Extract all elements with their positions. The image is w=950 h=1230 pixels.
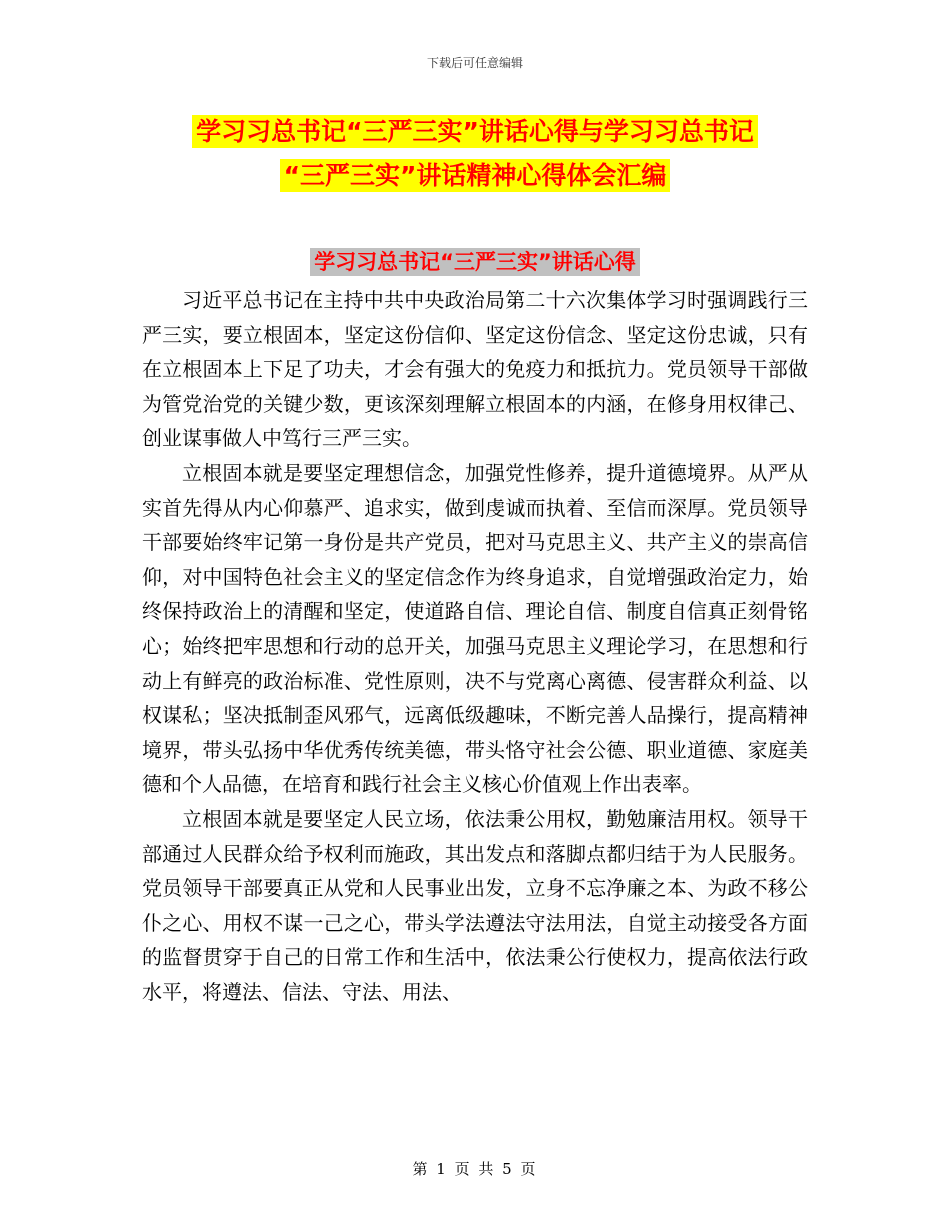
- title-line-1-text: 学习习总书记“三严三实”讲话心得与学习习总书记: [192, 115, 758, 148]
- section-heading: [0, 246, 950, 278]
- paragraph-1: 习近平总书记在主持中共中央政治局第二十六次集体学习时强调践行三严三实，要立根固本，坚定这份信仰、坚定这份信念、坚定这份忠诚，只有在立根固本上下足了功夫，才会有强大的免疫力和抵抗力。党员领导干部做为管党治党的关键少数，更该深刻理解立根固本的内涵，在修身用权律己、创业谋事做人中笃行三严三实。: [142, 288, 808, 451]
- page-footer: 第 1 页 共 5 页: [412, 1160, 538, 1178]
- title-line-2-text: “三严三实”讲话精神心得体会汇编: [280, 159, 671, 192]
- paragraph-2: 立根固本就是要坚定理想信念，加强党性修养，提升道德境界。从严从实首先得从内心仰慕严、追求实，做到虔诚而执着、至信而深厚。党员领导干部要始终牢记第一身份是共产党员，把对马克思主义、共产主义的崇高信仰，对中国特色社会主义的坚定信念作为终身追求，自觉增强政治定力，始终保持政治上的清醒和坚定，使道路自信、理论自信、制度自信真正刻骨铭心；始终把牢思想和行动的总开关，加强马克思主义理论学习，在思想和行动上有鲜亮的政治标准、党性原则，决不与党离心离德、侵害群众利益、以权谋私；坚决抵制歪风邪气，远离低级趣味，不断完善人品操行，提高精神境界，带头弘扬中华优秀传统美德，带头恪守社会公德、职业道德、家庭美德和个人品德，在培育和践行社会主义核心价值观上作出表率。: [142, 460, 808, 797]
- header-note: 下载后可任意编辑: [426, 56, 523, 70]
- title-line-2: [0, 154, 950, 198]
- document-title: [0, 110, 950, 198]
- paragraph-3: 立根固本就是要坚定人民立场，依法秉公用权，勤勉廉洁用权。领导干部通过人民群众给予权利而施政，其出发点和落脚点都归结于为人民服务。党员领导干部要真正从党和人民事业出发，立身不忘净廉之本、为政不移公仆之心、用权不谋一己之心，带头学法遵法守法用法，自觉主动接受各方面的监督贯穿于自己的日常工作和生活中，依法秉公行使权力，提高依法行政水平，将遵法、信法、守法、用法、: [142, 806, 808, 1004]
- section-heading-text: 学习习总书记“三严三实”讲话心得: [310, 248, 640, 276]
- title-line-1: [0, 110, 950, 154]
- body-text: [142, 283, 808, 1009]
